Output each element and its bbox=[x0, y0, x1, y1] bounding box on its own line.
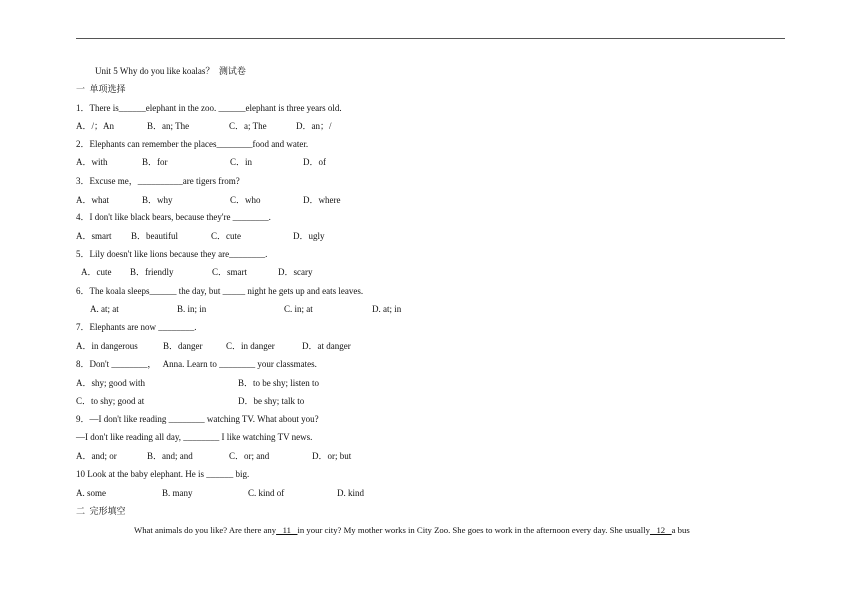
option-8c: C．to shy; good at bbox=[76, 396, 145, 406]
option-5d: D．scary bbox=[278, 267, 313, 277]
option-10b: B. many bbox=[162, 488, 193, 498]
header-rule bbox=[76, 38, 785, 39]
option-10a: A. some bbox=[76, 488, 106, 498]
option-7a: A．in dangerous bbox=[76, 341, 138, 351]
option-10d: D. kind bbox=[337, 488, 364, 498]
option-9a: A．and; or bbox=[76, 451, 117, 461]
question-5: 5．Lily doesn't like lions because they are________. bbox=[76, 249, 268, 259]
question-6: 6．The koala sleeps______ the day, but _____ night he gets up and eats leaves. bbox=[76, 286, 364, 296]
cloze-blank-12: 12 bbox=[649, 525, 672, 535]
option-8b: B．to be shy; listen to bbox=[238, 378, 320, 388]
option-9c: C．or; and bbox=[229, 451, 270, 461]
option-4d: D．ugly bbox=[293, 231, 325, 241]
option-1b: B．an; The bbox=[147, 121, 190, 131]
option-6c: C. in; at bbox=[284, 304, 313, 314]
option-3a: A．what bbox=[76, 195, 109, 205]
section-heading-choice: 一 单项选择 bbox=[76, 84, 126, 94]
question-1: 1．There is______elephant in the zoo. ______elephant is three years old. bbox=[76, 103, 342, 113]
option-1d: D．an；/ bbox=[296, 121, 332, 131]
option-9b: B．and; and bbox=[147, 451, 193, 461]
option-2a: A．with bbox=[76, 157, 108, 167]
option-2b: B．for bbox=[142, 157, 168, 167]
option-6a: A. at; at bbox=[90, 304, 119, 314]
cloze-blank-11: 11 bbox=[276, 525, 298, 535]
cloze-text-start: What animals do you like? Are there any bbox=[134, 525, 277, 535]
section-heading-cloze: 二 完形填空 bbox=[76, 506, 126, 516]
option-4c: C．cute bbox=[211, 231, 241, 241]
option-3d: D．where bbox=[303, 195, 341, 205]
option-2c: C．in bbox=[230, 157, 253, 167]
option-4a: A．smart bbox=[76, 231, 112, 241]
option-6d: D. at; in bbox=[372, 304, 402, 314]
option-10c: C. kind of bbox=[248, 488, 285, 498]
option-8a: A．shy; good with bbox=[76, 378, 146, 388]
cloze-passage-line bbox=[134, 525, 690, 536]
question-7: 7．Elephants are now ________. bbox=[76, 322, 197, 332]
option-1c: C．a; The bbox=[229, 121, 267, 131]
question-2: 2．Elephants can remember the places________food and water. bbox=[76, 139, 309, 149]
cloze-text-end: a bus bbox=[671, 525, 690, 535]
option-3b: B．why bbox=[142, 195, 173, 205]
option-7d: D．at danger bbox=[302, 341, 351, 351]
option-2d: D．of bbox=[303, 157, 326, 167]
question-8: 8．Don't ________， Anna. Learn to ________ your classmates. bbox=[76, 359, 317, 369]
option-1a: A．/；An bbox=[76, 121, 114, 131]
page-title: Unit 5 Why do you like koalas？ 测试卷 bbox=[95, 66, 246, 76]
cloze-text-mid: in your city? My mother works in City Zoo. She goes to work in the afternoon every day. She usually bbox=[297, 525, 650, 535]
question-9-reply: —I don't like reading all day, ________ I like watching TV news. bbox=[76, 432, 313, 442]
question-4: 4．I don't like black bears, because they're ________. bbox=[76, 212, 271, 222]
option-5b: B．friendly bbox=[130, 267, 174, 277]
option-4b: B．beautiful bbox=[131, 231, 178, 241]
option-9d: D．or; but bbox=[312, 451, 352, 461]
option-8d: D．be shy; talk to bbox=[238, 396, 305, 406]
option-3c: C．who bbox=[230, 195, 261, 205]
option-7c: C．in danger bbox=[226, 341, 275, 351]
question-3: 3．Excuse me，__________are tigers from? bbox=[76, 176, 240, 186]
option-6b: B. in; in bbox=[177, 304, 207, 314]
option-5c: C．smart bbox=[212, 267, 247, 277]
question-10: 10 Look at the baby elephant. He is ______ big. bbox=[76, 469, 250, 479]
option-5a: A．cute bbox=[81, 267, 112, 277]
question-9: 9．—I don't like reading ________ watching TV. What about you? bbox=[76, 414, 319, 424]
option-7b: B．danger bbox=[163, 341, 203, 351]
